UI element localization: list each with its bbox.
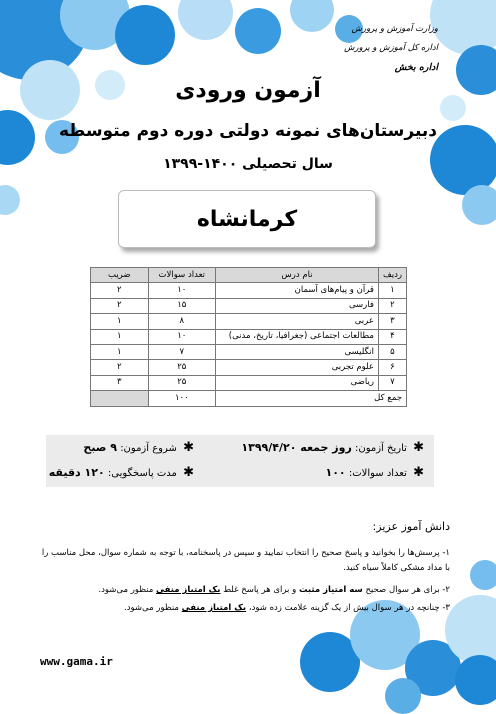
exam-info-box — [46, 435, 434, 487]
asterisk-icon: ✱ — [413, 465, 424, 480]
coefficient: ۱ — [91, 314, 149, 329]
academic-year: سال تحصیلی ۱۴۰۰-۱۳۹۹ — [163, 156, 333, 172]
bubble — [115, 5, 175, 65]
col-header-coefficient: ضریب — [91, 268, 149, 283]
city-box — [118, 190, 376, 248]
exam-start-value: ۹ صبح — [83, 441, 117, 454]
table-header-row — [91, 268, 407, 283]
subject-name: انگلیسی — [216, 344, 379, 359]
table-row — [91, 375, 407, 390]
subject-name: فارسی — [216, 298, 379, 313]
exam-date — [241, 440, 424, 455]
asterisk-icon: ✱ — [183, 440, 194, 455]
district-office: اداره بخش — [394, 62, 438, 73]
col-header-subject: نام درس — [216, 268, 379, 283]
instruction-1: ۱- پرسش‌ها را بخوانید و پاسخ صحیح را انتخاب نمایید و سپس در پاسخنامه، با توجه به شماره سوال، محل مناسب را با مداد مشکی کاملاً سیاه کنید. — [41, 548, 450, 573]
asterisk-icon: ✱ — [183, 465, 194, 480]
bubble — [470, 560, 496, 590]
total-value: ۱۰۰ — [148, 391, 215, 406]
subject-name: قرآن و پیام‌های آسمان — [216, 283, 379, 298]
exam-duration-value: ۱۲۰ دقیقه — [48, 466, 105, 479]
exam-date-value: روز جمعه ۱۳۹۹/۴/۲۰ — [241, 441, 352, 454]
table-row — [91, 344, 407, 359]
ministry-name: وزارت آموزش و پرورش — [351, 24, 438, 34]
question-count-info — [325, 465, 424, 480]
bubble — [235, 8, 281, 54]
subjects-table — [90, 267, 407, 407]
col-header-question-count: تعداد سوالات — [148, 268, 215, 283]
instruction-text: منظور می‌شود. — [98, 585, 154, 595]
row-number: ۲ — [378, 298, 406, 313]
table-row — [91, 298, 407, 313]
instruction-text: ۲- برای هر سوال صحیح — [365, 585, 450, 595]
table-row — [91, 314, 407, 329]
total-label: جمع کل — [216, 391, 407, 406]
coefficient: ۲ — [91, 283, 149, 298]
question-count: ۱۰ — [148, 329, 215, 344]
exam-duration — [49, 465, 194, 480]
table-row — [91, 329, 407, 344]
question-count: ۱۵ — [148, 298, 215, 313]
exam-title: آزمون ورودی — [175, 78, 321, 103]
instruction-text: و برای هر پاسخ غلط — [223, 585, 297, 595]
instruction-text: منظور می‌شود. — [124, 603, 179, 613]
city-name: کرمانشاه — [196, 206, 298, 232]
coefficient: ۱ — [91, 329, 149, 344]
schools-title: دبیرستان‌های نمونه دولتی دوره دوم متوسطه — [58, 121, 438, 141]
row-number: ۵ — [378, 344, 406, 359]
table-row — [91, 360, 407, 375]
subject-name: ریاضی — [216, 375, 379, 390]
question-count: ۲۵ — [148, 375, 215, 390]
row-number: ۳ — [378, 314, 406, 329]
coefficient: ۳ — [91, 375, 149, 390]
exam-date-label: تاریخ آزمون: — [354, 443, 407, 454]
coefficient: ۲ — [91, 298, 149, 313]
coefficient: ۲ — [91, 360, 149, 375]
question-count-value: ۱۰۰ — [325, 466, 346, 479]
greeting: دانش آموز عزیز: — [372, 520, 450, 533]
asterisk-icon: ✱ — [413, 440, 424, 455]
instruction-bold: سه امتیاز مثبت — [298, 585, 363, 595]
instruction-bold: یک امتیاز منفی — [156, 585, 221, 595]
row-number: ۴ — [378, 329, 406, 344]
exam-start-label: شروع آزمون: — [120, 443, 177, 454]
instruction-2 — [38, 583, 450, 598]
exam-duration-label: مدت پاسخگویی: — [107, 468, 177, 479]
instruction-bold: یک امتیاز منفی — [181, 603, 247, 613]
ministry-header — [298, 20, 438, 77]
question-count: ۸ — [148, 314, 215, 329]
question-count: ۱۰ — [148, 283, 215, 298]
instruction-3 — [38, 601, 450, 616]
subject-name: مطالعات اجتماعی (جغرافیا، تاریخ، مدنی) — [216, 329, 379, 344]
subject-name: عربی — [216, 314, 379, 329]
table-row — [91, 283, 407, 298]
bubble — [462, 185, 496, 225]
row-number: ۷ — [378, 375, 406, 390]
total-empty-cell — [91, 391, 149, 406]
exam-start — [83, 440, 194, 455]
bubble — [455, 655, 496, 705]
coefficient: ۱ — [91, 344, 149, 359]
question-count-label: تعداد سوالات: — [348, 468, 407, 479]
row-number: ۱ — [378, 283, 406, 298]
bubble — [385, 678, 421, 714]
footer-url: www.gama.ir — [40, 655, 113, 668]
bubble — [178, 0, 233, 40]
col-header-row-number: ردیف — [378, 268, 406, 283]
bubble — [0, 185, 20, 215]
question-count: ۷ — [148, 344, 215, 359]
general-office: اداره کل آموزش و پرورش — [344, 43, 438, 53]
question-count: ۲۵ — [148, 360, 215, 375]
row-number: ۶ — [378, 360, 406, 375]
subject-name: علوم تجربی — [216, 360, 379, 375]
table-total-row — [91, 391, 407, 406]
instruction-text: ۳- چنانچه در هر سوال بیش از یک گزینه علامت زده شود، — [248, 603, 450, 613]
